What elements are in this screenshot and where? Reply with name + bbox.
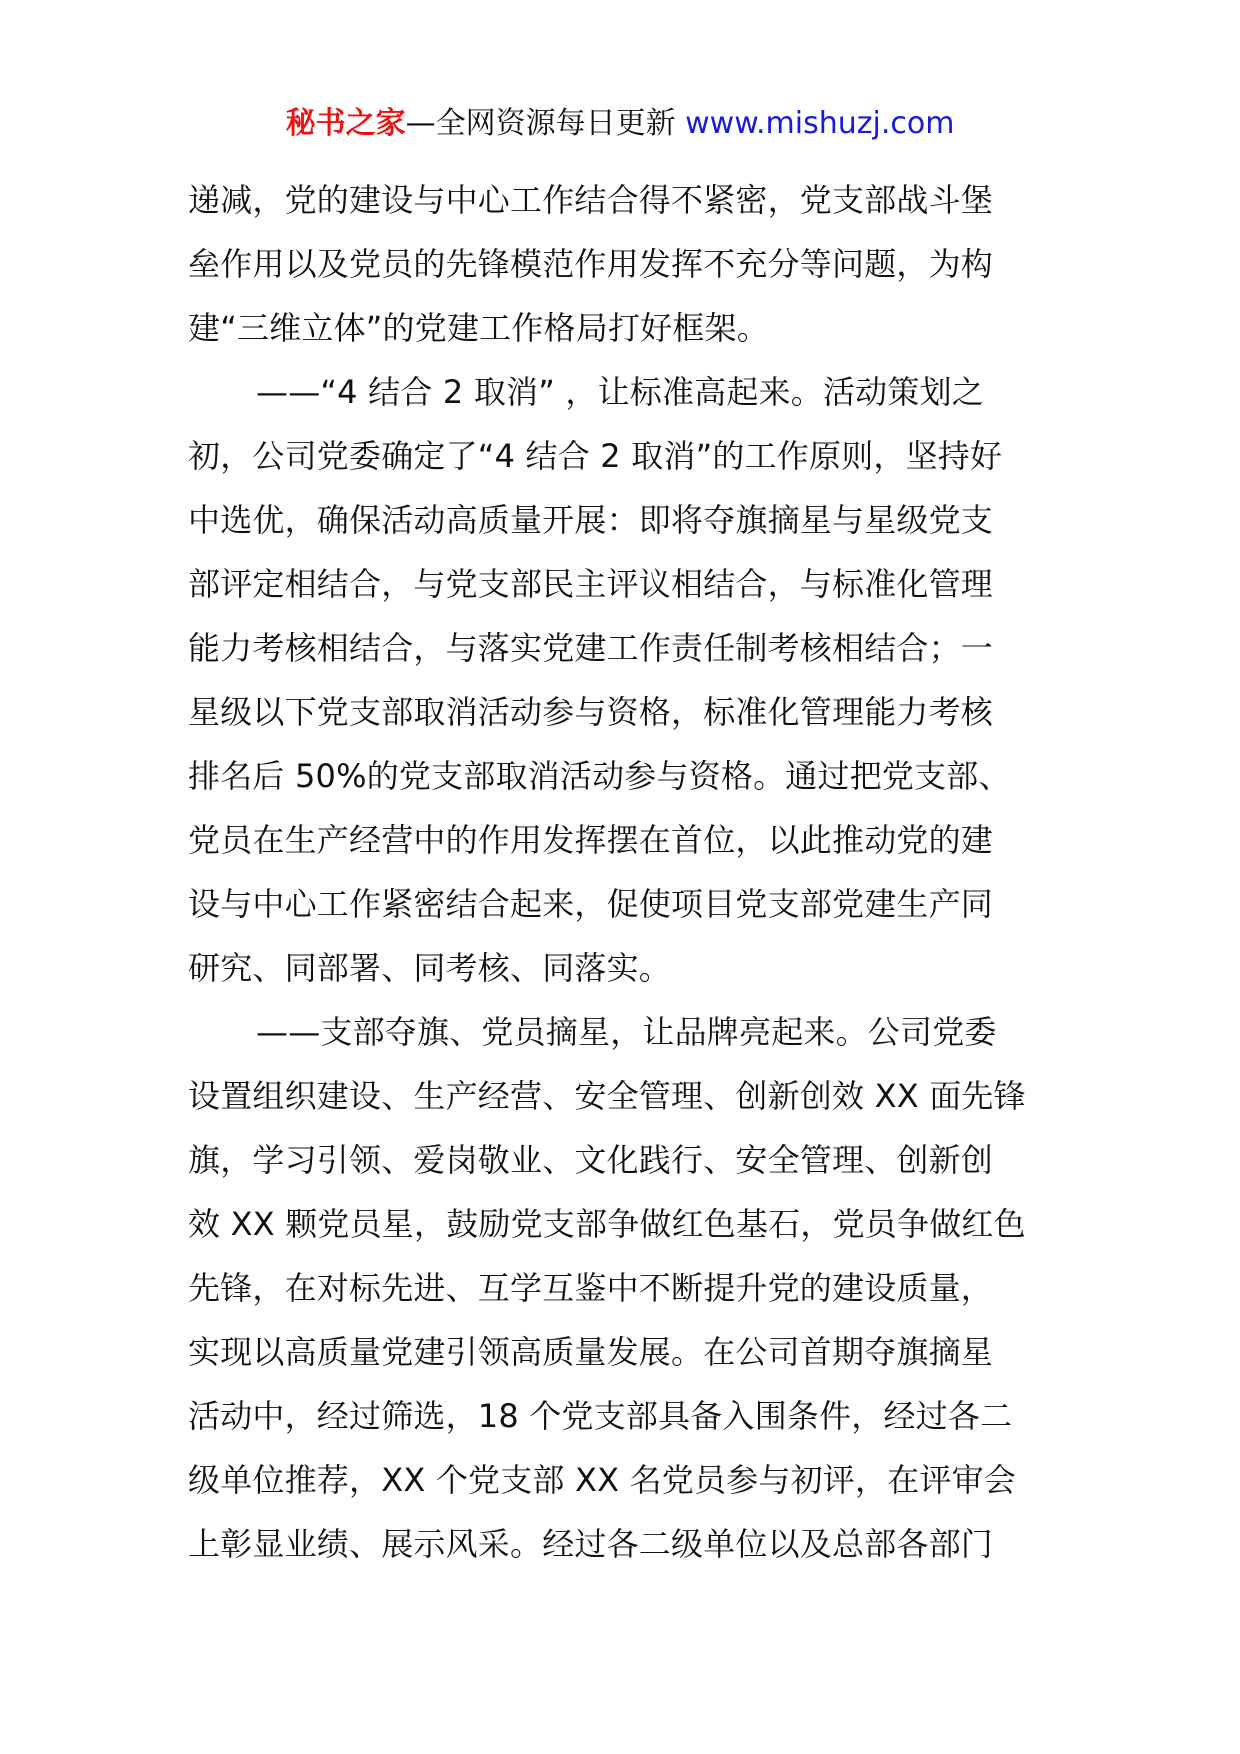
document-body <box>188 168 1058 1576</box>
text-line: 中选优，确保活动高质量开展：即将夺旗摘星与星级党支 <box>188 501 994 539</box>
text-line: 效 XX 颗党员星，鼓励党支部争做红色基石，党员争做红色 <box>188 1205 1026 1243</box>
text-line: 部评定相结合，与党支部民主评议相结合，与标准化管理 <box>188 565 994 603</box>
header-separator: — <box>405 106 436 141</box>
text-line: 垒作用以及党员的先锋模范作用发挥不充分等问题，为构 <box>188 245 994 283</box>
text-line: 星级以下党支部取消活动参与资格，标准化管理能力考核 <box>188 693 994 731</box>
text-line: 党员在生产经营中的作用发挥摆在首位，以此推动党的建 <box>188 821 994 859</box>
text-line: 活动中，经过筛选，18 个党支部具备入围条件，经过各二 <box>188 1397 1013 1435</box>
text-line: 上彰显业绩、展示风采。经过各二级单位以及总部各部门 <box>188 1525 994 1563</box>
text-line: 级单位推荐，XX 个党支部 XX 名党员参与初评，在评审会 <box>188 1461 1017 1499</box>
text-line: 先锋，在对标先进、互学互鉴中不断提升党的建设质量， <box>188 1269 994 1307</box>
text-line: 设置组织建设、生产经营、安全管理、创新创效 XX 面先锋 <box>188 1077 1026 1115</box>
text-line: 排名后 50%的党支部取消活动参与资格。通过把党支部、 <box>188 757 1011 795</box>
page-header <box>0 104 1240 144</box>
text-line: 递减，党的建设与中心工作结合得不紧密，党支部战斗堡 <box>188 181 994 219</box>
header-brand: 秘书之家 <box>285 106 406 141</box>
text-line: 能力考核相结合，与落实党建工作责任制考核相结合；一 <box>188 629 994 667</box>
paragraph-start-line: ——支部夺旗、党员摘星，让品牌亮起来。公司党委 <box>256 1013 997 1051</box>
text-line: 旗，学习引领、爱岗敬业、文化践行、安全管理、创新创 <box>188 1141 994 1179</box>
header-url-link[interactable]: www.mishuzj.com <box>685 106 955 141</box>
text-line: 实现以高质量党建引领高质量发展。在公司首期夺旗摘星 <box>188 1333 994 1371</box>
text-line: 初，公司党委确定了“4 结合 2 取消”的工作原则，坚持好 <box>188 437 1003 475</box>
text-line: 建“三维立体”的党建工作格局打好框架。 <box>188 309 769 347</box>
text-line: 设与中心工作紧密结合起来，促使项目党支部党建生产同 <box>188 885 994 923</box>
text-line: 研究、同部署、同考核、同落实。 <box>188 949 672 987</box>
paragraph-start-line: ——“4 结合 2 取消” ，让标准高起来。活动策划之 <box>256 373 984 411</box>
header-tagline: 全网资源每日更新 <box>435 106 676 141</box>
